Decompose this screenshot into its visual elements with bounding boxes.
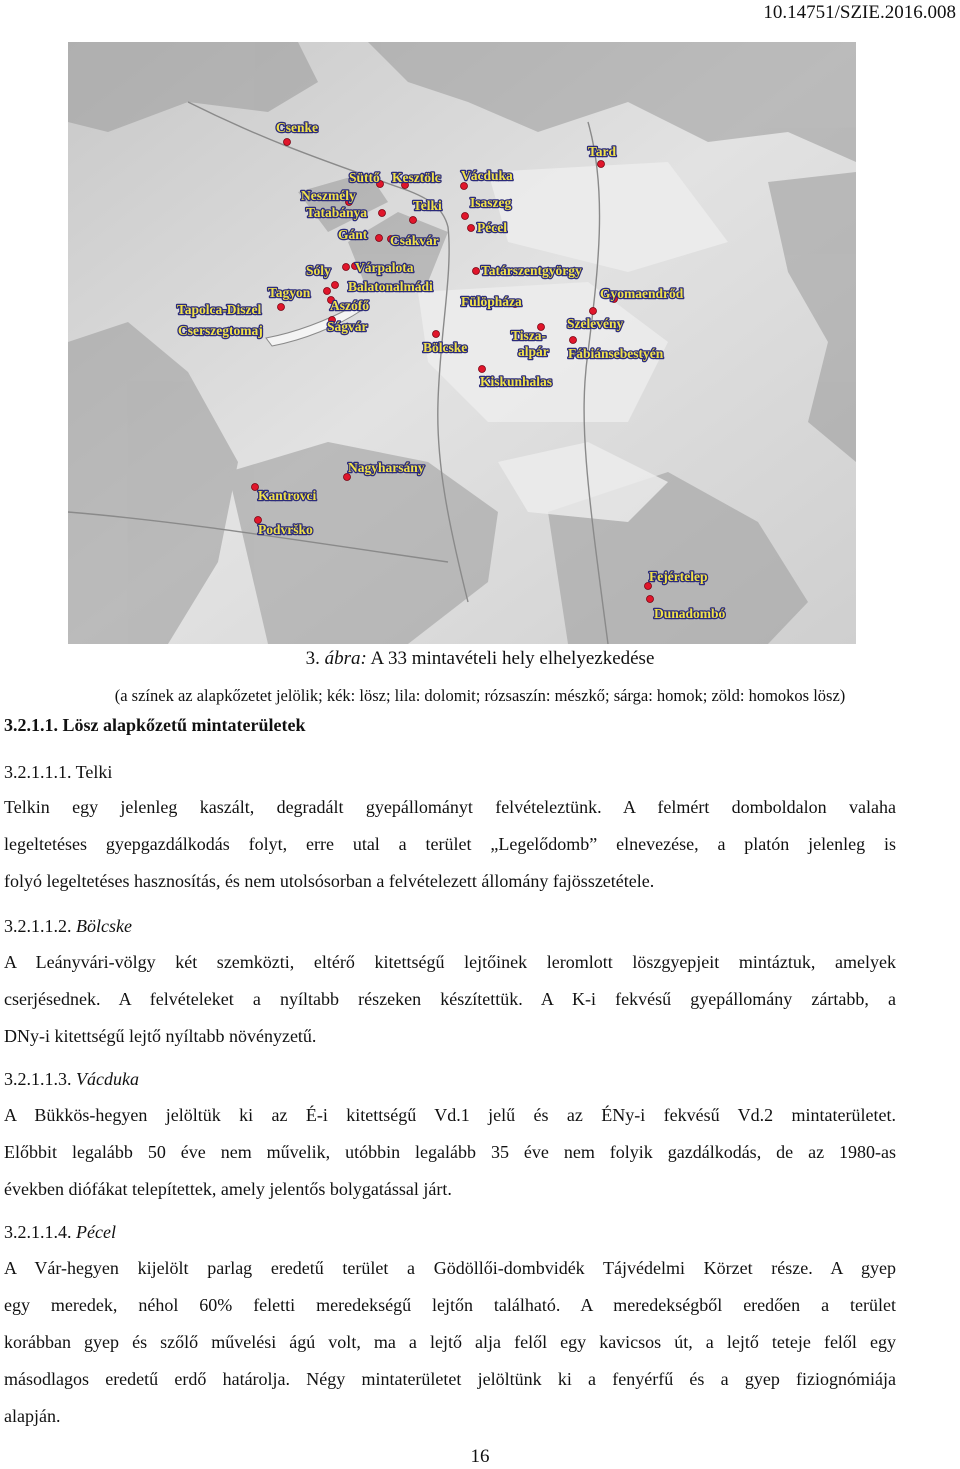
marker-tatabanya: [379, 210, 386, 217]
marker-bolcske: [433, 331, 440, 338]
paragraph-line: években diófákat telepítettek, amely jelentős bolygatással járt.: [4, 1179, 452, 1199]
label-sutto: Süttő: [349, 170, 380, 185]
label-tiszaalpar-2: alpár: [518, 344, 549, 359]
doi-header: 10.14751/SZIE.2016.008: [763, 2, 956, 23]
label-csakvar: Csákvár: [390, 233, 439, 248]
label-varpalota: Várpalota: [355, 260, 414, 275]
label-gyomaendrod: Gyomaendrőd: [600, 286, 684, 301]
marker-kiskunhalas: [479, 366, 486, 373]
label-tagyon: Tagyon: [268, 285, 311, 300]
paragraph-line: A Vár-hegyen kijelölt parlag eredetű terület a Gödöllői-dombvidék Tájvédelmi Körzet része. A gyep: [4, 1258, 896, 1278]
label-nagyharsany: Nagyharsány: [348, 460, 425, 475]
paragraph-pecel: [4, 1250, 896, 1435]
section-heading-lösz: 3.2.1.1. Lösz alapkőzetű mintaterületek: [4, 715, 306, 735]
paragraph-line: legeltetéses gyepgazdálkodás folyt, erre utal a terület „Legelődomb” elnevezése, a platón jelenleg is: [4, 834, 896, 854]
paragraph-line: alapján.: [4, 1406, 61, 1426]
marker-tard: [598, 161, 605, 168]
label-tatabanya: Tatabánya: [306, 205, 368, 220]
paragraph-line: A Bükkös-hegyen jelöltük ki az É-i kitettségű Vd.1 jelű és az ÉNy-i fekvésű Vd.2 mintaterületet.: [4, 1105, 896, 1125]
paragraph-line: másodlagos eredetű erdő határolja. Négy mintaterületet jelöltünk ki a fenyérfű és a gyep fiziognómiája: [4, 1369, 896, 1389]
label-soly: Sóly: [306, 263, 331, 278]
label-kiskunhalas: Kiskunhalas: [480, 374, 553, 389]
paragraph-line: A Leányvári-völgy két szemközti, eltérő kitettségű lejtőinek leromlott löszgyepjeit mintáztuk, amelyek: [4, 952, 896, 972]
label-keszoc: Kesztölc: [392, 170, 441, 185]
figure-caption: 3. ábra: A 33 mintavételi hely elhelyezkedése: [305, 648, 655, 669]
figure-caption-label: ábra:: [324, 648, 367, 669]
label-szelevény: Szelevény: [567, 316, 624, 331]
paragraph-line: DNy-i kitettségű lejtő nyíltabb növényzetű.: [4, 1026, 317, 1046]
paragraph-line: Telkin egy jelenleg kaszált, degradált gyepállományt felvételeztünk. A felmért domboldalon valaha: [4, 797, 896, 817]
marker-fabiansebestyen: [570, 337, 577, 344]
section-heading-bolcske: 3.2.1.1.2. Bölcske: [4, 916, 132, 936]
label-tataszentgyorgy: Tatárszentgyörgy: [481, 263, 582, 278]
label-fulophaza: Fülöpháza: [461, 294, 522, 309]
paragraph-line: folyó legeltetéses hasznosítás, és nem utolsósorban a felvételezett állomány fajösszetétele.: [4, 871, 655, 891]
paragraph-line: egy meredek, néhol 60% feletti meredekségű lejtőn található. A meredekségből eredően a terület: [4, 1295, 896, 1315]
paragraph-vacduka: [4, 1097, 896, 1208]
page-number: 16: [470, 1446, 490, 1467]
label-aszofo: Aszófő: [330, 298, 369, 313]
marker-tapolca: [278, 304, 285, 311]
label-csenke: Csenke: [276, 120, 319, 135]
paragraph-telki: [4, 789, 896, 900]
marker-tagyon: [324, 288, 331, 295]
marker-szelevény: [590, 308, 597, 315]
marker-pecel: [468, 225, 475, 232]
label-dunadombo: Dunadombó: [654, 606, 726, 621]
label-bolcske: Bölcske: [423, 340, 468, 355]
label-podvrsko: Podvrško: [258, 522, 313, 537]
label-fejertelep: Fejértelep: [649, 569, 708, 584]
label-gant: Gánt: [338, 227, 368, 242]
marker-tataszentgyorgy: [473, 268, 480, 275]
label-kantrovci: Kantrovci: [258, 488, 317, 503]
figure-subcaption: (a színek az alapkőzetet jelölik; kék: lösz; lila: dolomit; rózsaszín: mészkő; sárga: homok; zöld: homokos lösz): [114, 686, 846, 705]
relief-map: [68, 42, 856, 644]
label-balatonalmadi: Balatonalmádi: [348, 279, 433, 294]
marker-vacduka: [461, 183, 468, 190]
label-tapolca: Tapolca-Diszel: [177, 302, 262, 317]
marker-soly: [343, 264, 350, 271]
label-tiszaalpar-1: Tisza-: [511, 328, 547, 343]
label-pecel: Pécel: [477, 220, 507, 235]
paragraph-line: korábban gyep és szőlő művelési ágú volt, ma a lejtő alja felől egy kavicsos út, a lejtő teteje felől egy: [4, 1332, 896, 1352]
marker-gant: [376, 235, 383, 242]
section-heading-telki: 3.2.1.1.1. Telki: [4, 762, 113, 782]
label-telki: Telki: [413, 198, 442, 213]
marker-csenke: [284, 139, 291, 146]
paragraph-line: cserjésednek. A felvételeket a nyíltabb részeken készítettük. A K-i fekvésű gyepállomány zártabb, a: [4, 989, 896, 1009]
marker-isaszeg: [462, 213, 469, 220]
label-neszmely: Neszmély: [301, 188, 356, 203]
section-heading-pecel: 3.2.1.1.4. Pécel: [4, 1222, 116, 1242]
label-sagvar: Ságvár: [327, 319, 368, 334]
paragraph-line: Előbbit legalább 50 éve nem művelik, utóbbin legalább 35 éve nem folyik gazdálkodás, de az 1980-as: [4, 1142, 896, 1162]
section-heading-vacduka: 3.2.1.1.3. Vácduka: [4, 1069, 139, 1089]
marker-dunadombo: [647, 596, 654, 603]
label-tard: Tard: [588, 144, 617, 159]
marker-telki: [410, 217, 417, 224]
label-isaszeg: Isaszeg: [470, 195, 512, 210]
marker-balatonalmadi: [332, 282, 339, 289]
label-fabiansebestyen: Fábiánsebestyén: [568, 346, 664, 361]
label-vacduka: Vácduka: [461, 168, 513, 183]
label-cserszegtomaj: Cserszegtomaj: [178, 323, 263, 338]
paragraph-bolcske: [4, 944, 896, 1055]
